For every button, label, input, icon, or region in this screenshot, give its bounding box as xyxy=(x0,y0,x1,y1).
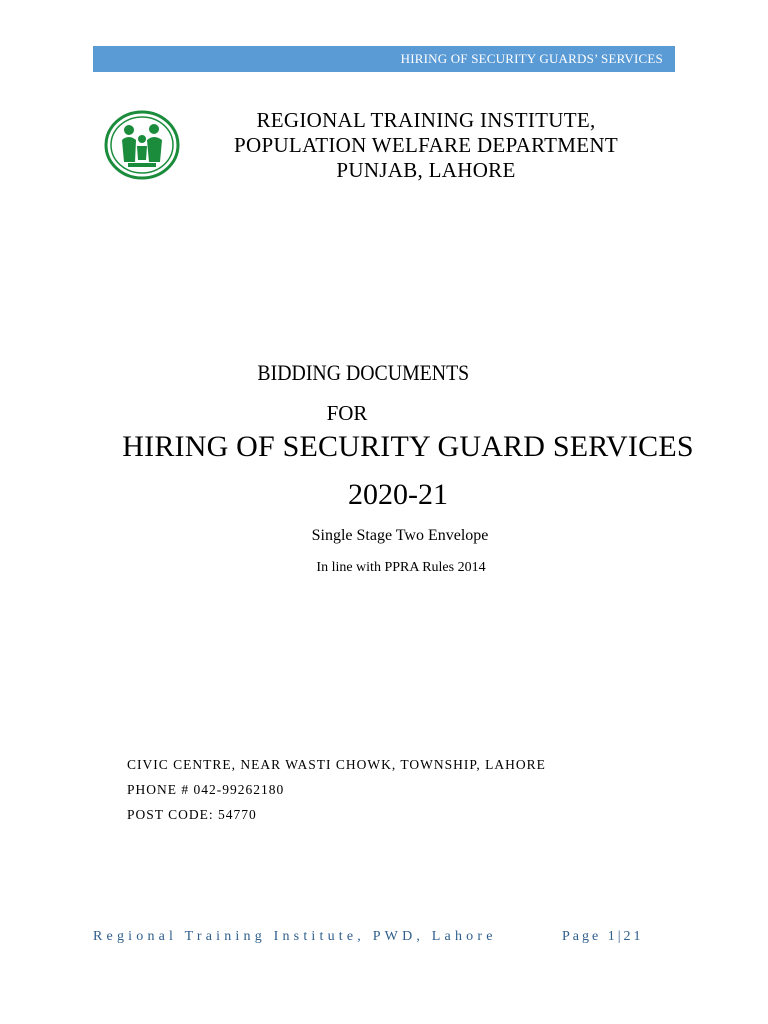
phone-number: PHONE # 042-99262180 xyxy=(127,782,285,797)
bidding-documents-label: BIDDING DOCUMENTS xyxy=(257,360,470,385)
document-title: HIRING OF SECURITY GUARD SERVICES xyxy=(122,430,694,463)
fiscal-year: 2020-21 xyxy=(348,478,448,511)
org-line-2: POPULATION WELFARE DEPARTMENT xyxy=(234,133,618,157)
footer-institute: Regional Training Institute, PWD, Lahore xyxy=(93,929,497,944)
running-title: HIRING OF SECURITY GUARDS’ SERVICES xyxy=(400,51,663,66)
contact-address xyxy=(127,752,546,827)
ppra-rules-note: In line with PPRA Rules 2014 xyxy=(316,560,486,575)
for-label: FOR xyxy=(326,401,368,425)
header-bar xyxy=(93,46,675,72)
street-address: CIVIC CENTRE, NEAR WASTI CHOWK, TOWNSHIP, LAHORE xyxy=(127,757,546,772)
family-emblem-icon xyxy=(104,110,180,180)
org-line-3: PUNJAB, LAHORE xyxy=(336,158,516,182)
procurement-procedure: Single Stage Two Envelope xyxy=(311,527,489,544)
org-line-1: REGIONAL TRAINING INSTITUTE, xyxy=(256,108,596,132)
post-code: POST CODE: 54770 xyxy=(127,807,257,822)
page-number: Page 1|21 xyxy=(562,929,644,944)
organization-heading xyxy=(200,108,652,183)
